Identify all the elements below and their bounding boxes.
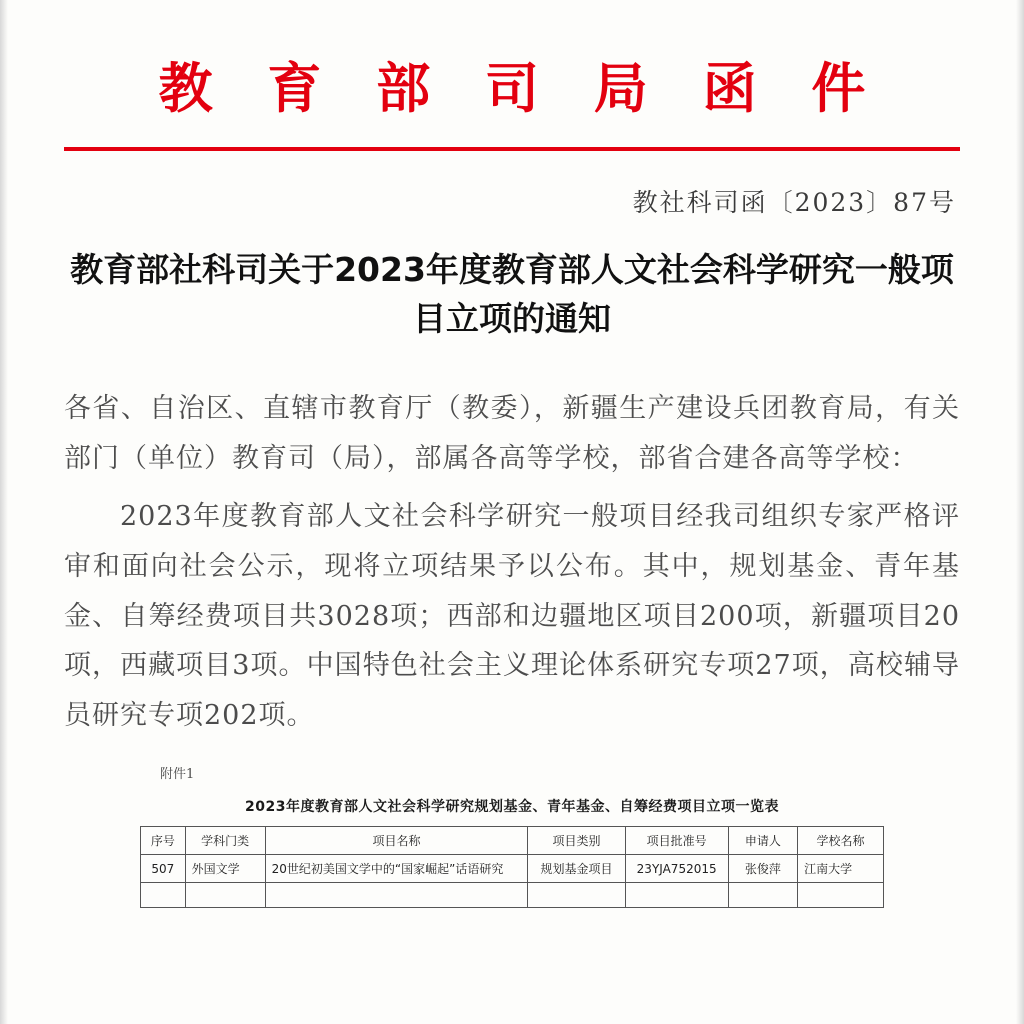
cell-code: 23YJA752015 xyxy=(625,855,728,883)
salutation-paragraph: 各省、自治区、直辖市教育厅（教委），新疆生产建设兵团教育局，有关部门（单位）教育司（局），部属各高等学校，部省合建各高等学校： xyxy=(64,392,960,474)
cell-code xyxy=(625,883,728,908)
attachment-section xyxy=(64,763,960,908)
attachment-table xyxy=(140,826,884,908)
column-header-school: 学校名称 xyxy=(798,827,884,855)
cell-seq xyxy=(141,883,186,908)
page-title: 教育部社科司关于2023年度教育部人文社会科学研究一般项目立项的通知 xyxy=(70,249,954,339)
column-header-seq: 序号 xyxy=(141,827,186,855)
document-number: 教社科司函〔2023〕87号 xyxy=(632,187,956,217)
column-header-code: 项目批准号 xyxy=(625,827,728,855)
cell-school xyxy=(798,883,884,908)
cell-discipline: 外国文学 xyxy=(185,855,265,883)
table-header-row xyxy=(141,827,884,855)
cell-project-name: 20世纪初美国文学中的“国家崛起”话语研究 xyxy=(265,855,528,883)
attachment-title: 2023年度教育部人文社会科学研究规划基金、青年基金、自筹经费项目立项一览表 xyxy=(245,799,779,816)
cell-seq: 507 xyxy=(141,855,186,883)
cell-category xyxy=(528,883,625,908)
column-header-project-name: 项目名称 xyxy=(265,827,528,855)
table-row xyxy=(141,883,884,908)
masthead-title: 教 育 部 司 局 函 件 xyxy=(158,56,884,120)
attachment-label: 附件1 xyxy=(160,767,195,783)
table-row xyxy=(141,855,884,883)
cell-school: 江南大学 xyxy=(798,855,884,883)
column-header-discipline: 学科门类 xyxy=(185,827,265,855)
cell-discipline xyxy=(185,883,265,908)
column-header-applicant: 申请人 xyxy=(728,827,797,855)
document-masthead xyxy=(64,0,960,151)
column-header-category: 项目类别 xyxy=(528,827,625,855)
document-body xyxy=(64,384,960,742)
cell-category: 规划基金项目 xyxy=(528,855,625,883)
masthead-red-rule xyxy=(64,147,960,151)
cell-project-name xyxy=(265,883,528,908)
body-paragraph-1: 2023年度教育部人文社会科学研究一般项目经我司组织专家严格评审和面向社会公示，现将立项结果予以公布。其中，规划基金、青年基金、自筹经费项目共3028项；西部和边疆地区项目200项，新疆项目20项，西藏项目3项。中国特色社会主义理论体系研究专项27项，高校辅导员研究专项202项。 xyxy=(64,500,960,732)
cell-applicant xyxy=(728,883,797,908)
cell-applicant: 张俊萍 xyxy=(728,855,797,883)
